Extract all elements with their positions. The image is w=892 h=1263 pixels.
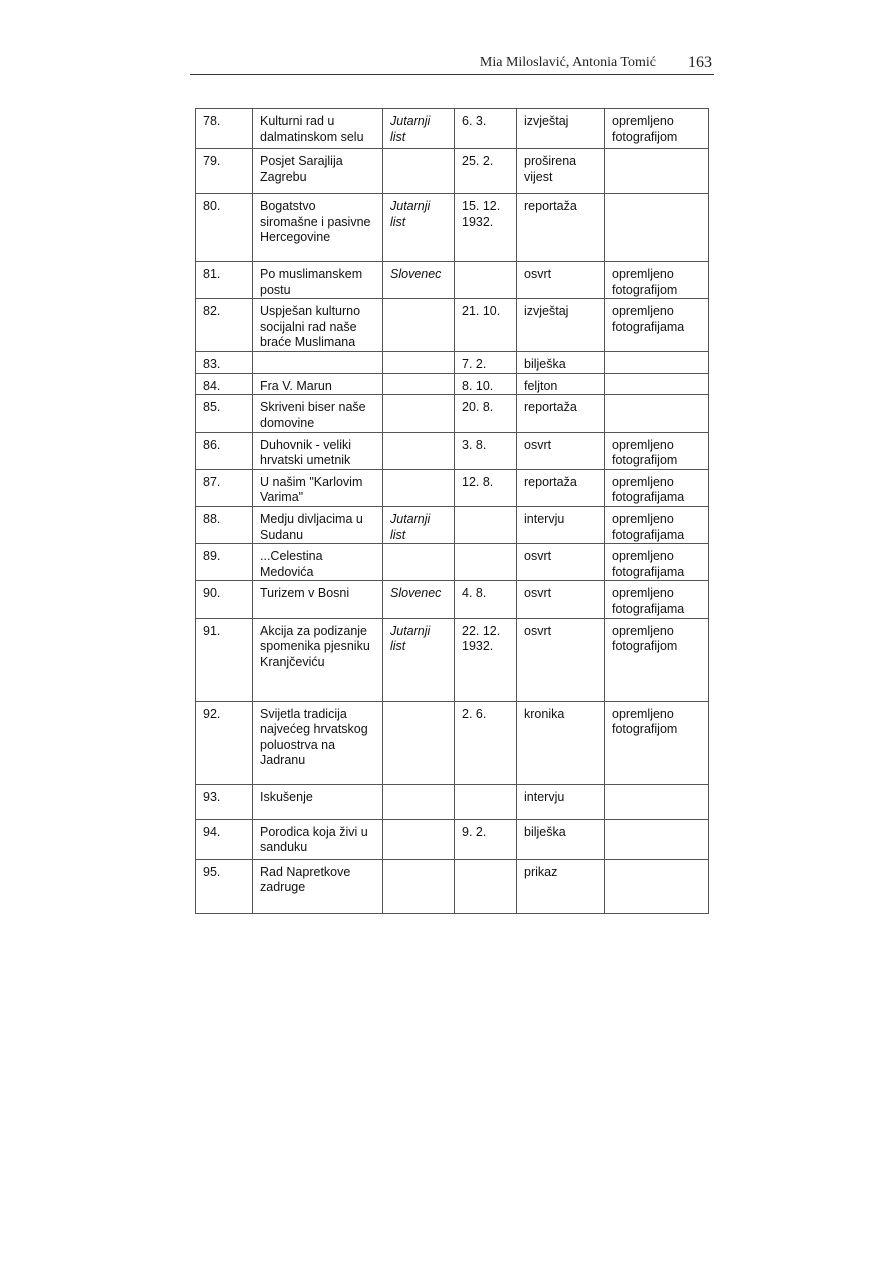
cell-newspaper xyxy=(383,352,455,374)
cell-genre: intervju xyxy=(517,784,605,819)
articles-table xyxy=(195,108,709,914)
cell-title: Duhovnik - veliki hrvatski umetnik xyxy=(253,432,383,469)
cell-date xyxy=(455,784,517,819)
cell-number: 84. xyxy=(196,373,253,395)
cell-note xyxy=(605,194,709,262)
cell-genre: bilješka xyxy=(517,352,605,374)
header-authors: Mia Miloslavić, Antonia Tomić xyxy=(479,55,656,70)
cell-note: opremljeno fotografijom xyxy=(605,618,709,701)
cell-number: 88. xyxy=(196,506,253,543)
cell-title: Turizem v Bosni xyxy=(253,581,383,618)
cell-number: 92. xyxy=(196,701,253,784)
table-row xyxy=(196,149,709,194)
cell-date: 7. 2. xyxy=(455,352,517,374)
cell-note: opremljeno fotografijama xyxy=(605,581,709,618)
table-row xyxy=(196,581,709,618)
cell-date: 2. 6. xyxy=(455,701,517,784)
cell-title: Porodica koja živi u sanduku xyxy=(253,819,383,859)
cell-date: 25. 2. xyxy=(455,149,517,194)
cell-date xyxy=(455,544,517,581)
cell-newspaper: Slovenec xyxy=(383,262,455,299)
cell-title: Rad Napretkove zadruge xyxy=(253,859,383,913)
cell-number: 93. xyxy=(196,784,253,819)
cell-genre: prikaz xyxy=(517,859,605,913)
cell-newspaper xyxy=(383,373,455,395)
cell-title: U našim "Karlovim Varima" xyxy=(253,469,383,506)
cell-title: Kulturni rad u dalmatinskom selu xyxy=(253,109,383,149)
cell-genre: osvrt xyxy=(517,581,605,618)
table-row xyxy=(196,859,709,913)
cell-genre: reportaža xyxy=(517,194,605,262)
cell-genre: izvještaj xyxy=(517,299,605,352)
cell-title: Medju divljacima u Sudanu xyxy=(253,506,383,543)
cell-title: Svijetla tradicija najvećeg hrvatskog poluostrva na Jadranu xyxy=(253,701,383,784)
table-row xyxy=(196,506,709,543)
cell-newspaper: Jutarnji list xyxy=(383,506,455,543)
cell-number: 85. xyxy=(196,395,253,432)
cell-title: Posjet Sarajlija Zagrebu xyxy=(253,149,383,194)
cell-newspaper xyxy=(383,859,455,913)
cell-date: 15. 12. 1932. xyxy=(455,194,517,262)
cell-title: Skriveni biser naše domovine xyxy=(253,395,383,432)
cell-number: 81. xyxy=(196,262,253,299)
cell-title: Bogatstvo siromašne i pasivne Hercegovine xyxy=(253,194,383,262)
table-row xyxy=(196,109,709,149)
cell-note: opremljeno fotografijom xyxy=(605,109,709,149)
cell-date: 20. 8. xyxy=(455,395,517,432)
table-row xyxy=(196,819,709,859)
cell-newspaper xyxy=(383,395,455,432)
table-row xyxy=(196,544,709,581)
cell-newspaper xyxy=(383,149,455,194)
table-row xyxy=(196,299,709,352)
cell-date: 21. 10. xyxy=(455,299,517,352)
cell-genre: osvrt xyxy=(517,618,605,701)
table-row xyxy=(196,618,709,701)
cell-date: 8. 10. xyxy=(455,373,517,395)
cell-genre: feljton xyxy=(517,373,605,395)
cell-date: 6. 3. xyxy=(455,109,517,149)
cell-date xyxy=(455,506,517,543)
cell-note xyxy=(605,859,709,913)
cell-number: 94. xyxy=(196,819,253,859)
page-number: 163 xyxy=(688,54,712,71)
cell-number: 91. xyxy=(196,618,253,701)
cell-title: ...Celestina Medovića xyxy=(253,544,383,581)
cell-note xyxy=(605,352,709,374)
cell-genre: reportaža xyxy=(517,469,605,506)
cell-note: opremljeno fotografijama xyxy=(605,544,709,581)
cell-note: opremljeno fotografijom xyxy=(605,262,709,299)
cell-date: 12. 8. xyxy=(455,469,517,506)
cell-date: 4. 8. xyxy=(455,581,517,618)
table-row xyxy=(196,784,709,819)
cell-number: 87. xyxy=(196,469,253,506)
cell-newspaper xyxy=(383,432,455,469)
cell-newspaper: Jutarnji list xyxy=(383,194,455,262)
cell-number: 89. xyxy=(196,544,253,581)
cell-title: Iskušenje xyxy=(253,784,383,819)
table-row xyxy=(196,373,709,395)
cell-genre: osvrt xyxy=(517,262,605,299)
table-row xyxy=(196,432,709,469)
cell-newspaper xyxy=(383,544,455,581)
cell-newspaper xyxy=(383,701,455,784)
table-row xyxy=(196,395,709,432)
cell-newspaper: Jutarnji list xyxy=(383,618,455,701)
cell-newspaper xyxy=(383,819,455,859)
cell-note xyxy=(605,149,709,194)
cell-date: 9. 2. xyxy=(455,819,517,859)
cell-genre: proširena vijest xyxy=(517,149,605,194)
cell-note xyxy=(605,784,709,819)
cell-note: opremljeno fotografijama xyxy=(605,299,709,352)
cell-note: opremljeno fotografijama xyxy=(605,506,709,543)
cell-note xyxy=(605,395,709,432)
table-row xyxy=(196,352,709,374)
cell-number: 95. xyxy=(196,859,253,913)
cell-number: 79. xyxy=(196,149,253,194)
cell-date xyxy=(455,262,517,299)
cell-genre: intervju xyxy=(517,506,605,543)
cell-genre: reportaža xyxy=(517,395,605,432)
cell-title: Fra V. Marun xyxy=(253,373,383,395)
cell-title: Akcija za podizanje spomenika pjesniku Kranjčeviću xyxy=(253,618,383,701)
cell-note: opremljeno fotografijom xyxy=(605,432,709,469)
cell-note: opremljeno fotografijom xyxy=(605,701,709,784)
cell-newspaper xyxy=(383,299,455,352)
cell-genre: bilješka xyxy=(517,819,605,859)
cell-number: 83. xyxy=(196,352,253,374)
cell-date: 22. 12. 1932. xyxy=(455,618,517,701)
cell-genre: kronika xyxy=(517,701,605,784)
cell-note: opremljeno fotografijama xyxy=(605,469,709,506)
cell-note xyxy=(605,373,709,395)
running-header xyxy=(190,54,714,75)
cell-number: 90. xyxy=(196,581,253,618)
cell-genre: osvrt xyxy=(517,544,605,581)
cell-number: 82. xyxy=(196,299,253,352)
cell-date xyxy=(455,859,517,913)
cell-genre: izvještaj xyxy=(517,109,605,149)
table-row xyxy=(196,194,709,262)
table-row xyxy=(196,469,709,506)
table-row xyxy=(196,701,709,784)
cell-title: Po muslimanskem postu xyxy=(253,262,383,299)
cell-newspaper xyxy=(383,784,455,819)
cell-newspaper: Slovenec xyxy=(383,581,455,618)
cell-number: 80. xyxy=(196,194,253,262)
cell-date: 3. 8. xyxy=(455,432,517,469)
cell-newspaper xyxy=(383,469,455,506)
cell-title: Uspješan kulturno socijalni rad naše braće Muslimana xyxy=(253,299,383,352)
cell-note xyxy=(605,819,709,859)
cell-number: 86. xyxy=(196,432,253,469)
table-row xyxy=(196,262,709,299)
cell-number: 78. xyxy=(196,109,253,149)
cell-genre: osvrt xyxy=(517,432,605,469)
cell-newspaper: Jutarnji list xyxy=(383,109,455,149)
cell-title xyxy=(253,352,383,374)
